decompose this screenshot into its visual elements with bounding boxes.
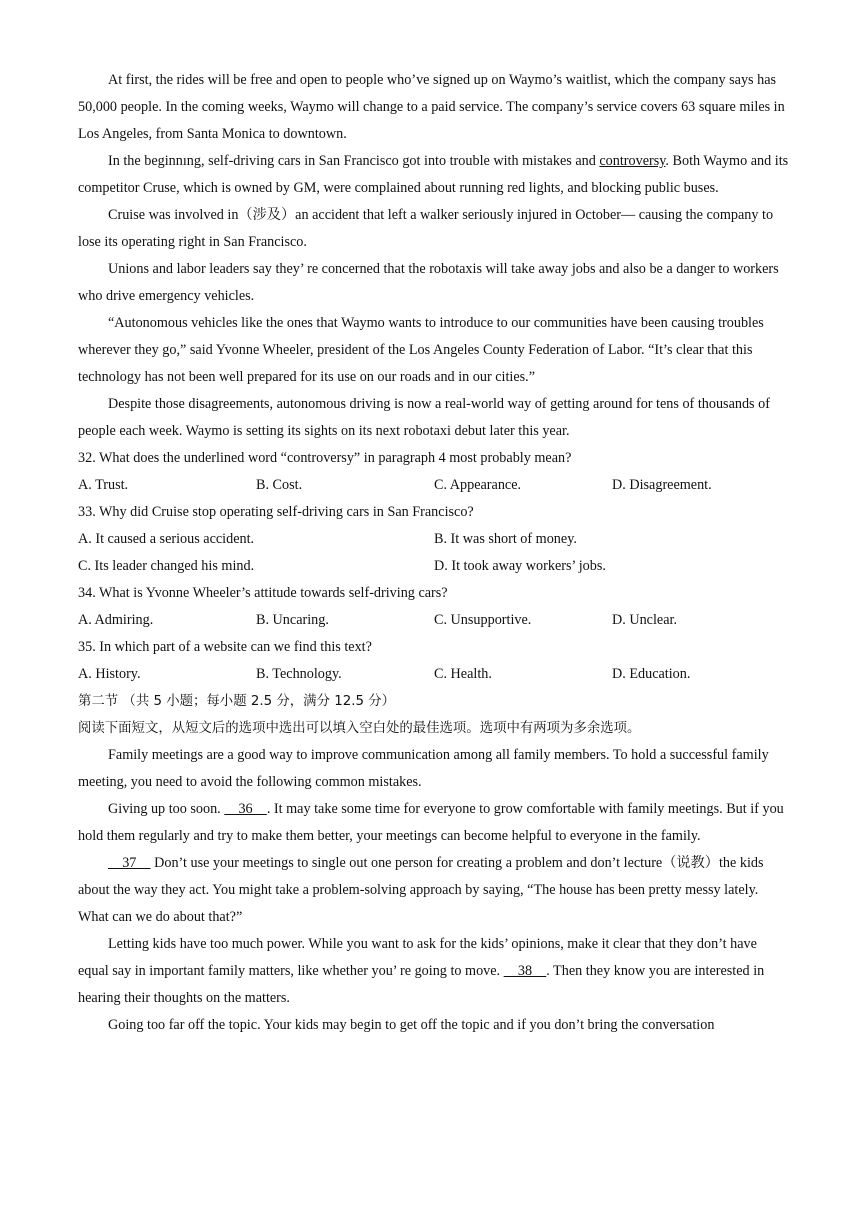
text-span: . It may take some time for everyone to grow comfortable with family meetings. But if you hold them regularly and try to make them better, your meetings can become helpful to everyone in the family. [78,801,784,844]
document-page [78,67,790,1039]
passage-paragraph: Despite those disagreements, autonomous driving is now a real-world way of getting around for tens of thousands of people each week. Waymo is setting its sights on its next robotaxi debut later this year. [78,396,770,439]
option-d: D. Education. [612,666,691,682]
passage-paragraph [78,850,790,931]
option-a: A. History. [78,666,141,682]
option-c: C. Health. [434,666,492,682]
text-span: . Both Waymo and its competitor Cruse, which is owned by GM, were complained about running red lights, and blocking public buses. [78,153,789,196]
text-span: Letting kids have too much power. While you want to ask for the kids’ opinions, make it clear that they don’t have equal say in important family matters, like whether you’ re going to move. [78,936,757,979]
blank-36: 36 [224,801,267,817]
question-stem: 32. What does the underlined word “controversy” in paragraph 4 most probably mean? [78,450,572,466]
text-span: In the beginnıng, self-driving cars in San Francisco got into trouble with mistakes and [108,153,600,169]
option-b: B. Uncaring. [256,612,329,628]
options-row [78,526,790,553]
passage-paragraph [78,796,790,850]
option-b: B. Technology. [256,666,342,682]
text-span: . Then they know you are interested in hearing their thoughts on the matters. [78,963,765,1006]
passage-paragraph: At first, the rides will be free and open to people who’ve signed up on Waymo’s waitlist, which the company says has 50,000 people. In the coming weeks, Waymo will change to a paid service. The company’s service covers 63 square miles in Los Angeles, from Santa Monica to downtown. [78,72,785,142]
options-row [78,607,790,634]
option-a: A. It caused a serious accident. [78,531,255,547]
option-b: B. Cost. [256,477,303,493]
option-b: B. It was short of money. [434,531,577,547]
question-stem: 33. Why did Cruise stop operating self-driving cars in San Francisco? [78,504,474,520]
passage-paragraph: Unions and labor leaders say they’ re concerned that the robotaxis will take away jobs and also be a danger to workers who drive emergency vehicles. [78,261,779,304]
question-stem: 35. In which part of a website can we find this text? [78,639,372,655]
option-a: A. Admiring. [78,612,154,628]
option-d: D. Unclear. [612,612,677,628]
option-d: D. It took away workers’ jobs. [434,558,606,574]
passage-paragraph: Family meetings are a good way to improve communication among all family members. To hold a successful family meeting, you need to avoid the following common mistakes. [78,747,769,790]
options-row [78,661,790,688]
option-d: D. Disagreement. [612,477,712,493]
blank-37: 37 [108,855,151,871]
text-span: Giving up too soon. [108,801,225,817]
option-a: A. Trust. [78,477,129,493]
passage-paragraph: “Autonomous vehicles like the ones that Waymo wants to introduce to our communities have been causing troubles wherever they go,” said Yvonne Wheeler, president of the Los Angeles County Federation of Labor. “It’s clear that this technology has not been well prepared for its use on our roads and in our cities.” [78,315,764,385]
section-instruction: 阅读下面短文，从短文后的选项中选出可以填入空白处的最佳选项。选项中有两项为多余选项。 [78,721,641,736]
option-c: C. Appearance. [434,477,522,493]
option-c: C. Unsupportive. [434,612,532,628]
options-row [78,472,790,499]
section-heading: 第二节 （共 5 小题；每小题 2.5 分，满分 12.5 分） [78,694,396,709]
question-stem: 34. What is Yvonne Wheeler’s attitude towards self-driving cars? [78,585,448,601]
options-row [78,553,790,580]
passage-paragraph: Cruise was involved in（涉及）an accident that left a walker seriously injured in October— causing the company to lose its operating right in San Francisco. [78,207,774,250]
passage-paragraph [78,148,790,202]
blank-38: 38 [503,963,547,979]
text-span: Don’t use your meetings to single out one person for creating a problem and don’t lecture（说教）the kids about the way they act. You might take a problem-solving approach by saying, “The house has been pretty messy lately. What can we do about that?” [78,855,764,925]
passage-paragraph: Going too far off the topic. Your kids may begin to get off the topic and if you don’t bring the conversation [108,1017,715,1033]
underlined-word: controversy [599,153,666,169]
option-c: C. Its leader changed his mind. [78,558,255,574]
passage-paragraph [78,931,790,1012]
